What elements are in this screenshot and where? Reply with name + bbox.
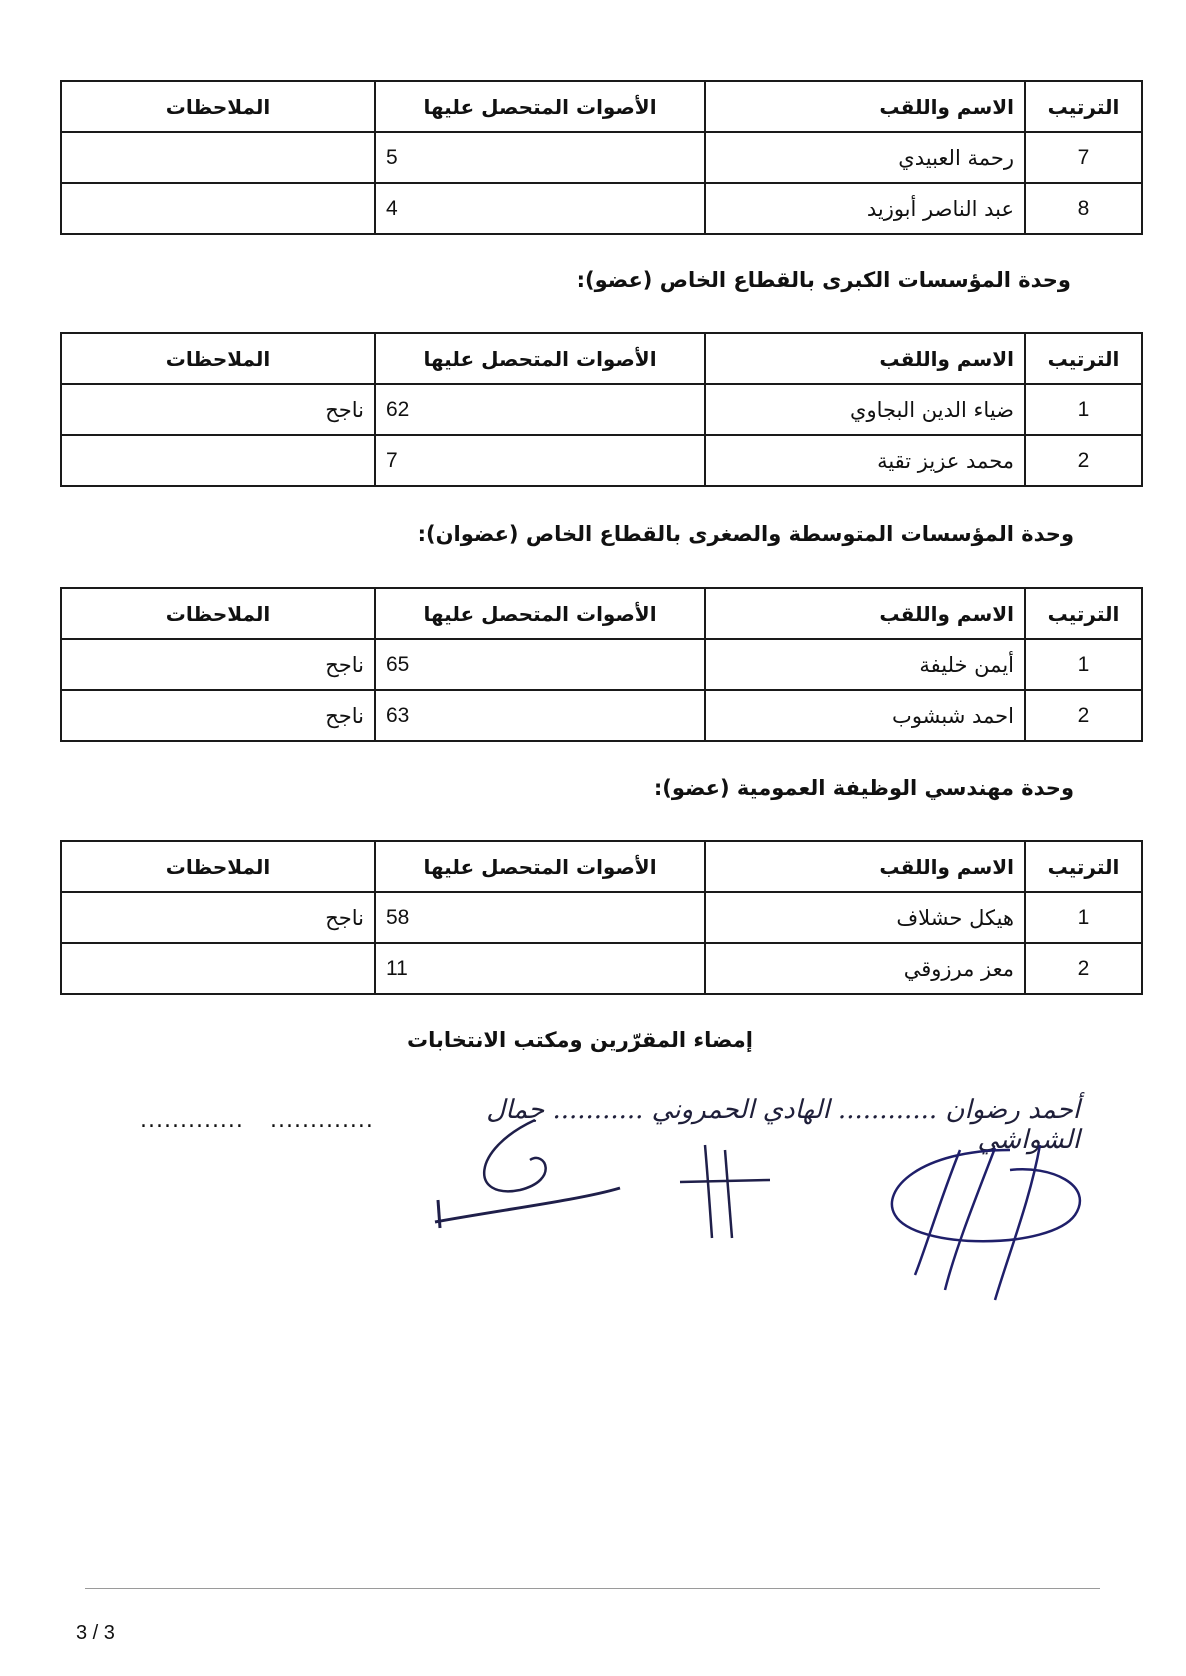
cell-votes: 62 [375,384,705,435]
header-name: الاسم واللقب [705,588,1025,639]
cell-notes: ناجح [61,639,375,690]
header-notes: الملاحظات [61,588,375,639]
section-title-large-enterprises: وحدة المؤسسات الكبرى بالقطاع الخاص (عضو): [576,268,1071,292]
cell-votes: 65 [375,639,705,690]
signature-stroke-2a [705,1145,712,1238]
cell-rank: 2 [1025,690,1142,741]
section-title-public-engineers: وحدة مهندسي الوظيفة العمومية (عضو): [653,776,1074,800]
header-votes: الأصوات المتحصل عليها [375,588,705,639]
header-rank: الترتيب [1025,333,1142,384]
header-notes: الملاحظات [61,81,375,132]
header-notes: الملاحظات [61,841,375,892]
cell-rank: 1 [1025,639,1142,690]
signature-dots-middle: ............. [270,1108,374,1133]
signatures-title: إمضاء المقرّرين ومكتب الانتخابات [407,1028,753,1052]
cell-votes: 11 [375,943,705,994]
cell-name: احمد شبشوب [705,690,1025,741]
header-notes: الملاحظات [61,333,375,384]
cell-rank: 8 [1025,183,1142,234]
cell-rank: 2 [1025,943,1142,994]
cell-name: أيمن خليفة [705,639,1025,690]
cell-notes: ناجح [61,384,375,435]
header-name: الاسم واللقب [705,841,1025,892]
cell-notes: ناجح [61,892,375,943]
header-rank: الترتيب [1025,841,1142,892]
header-rank: الترتيب [1025,588,1142,639]
cell-name: عبد الناصر أبوزيد [705,183,1025,234]
signature-stroke-2b [725,1150,732,1238]
section-title-medium-small-enterprises: وحدة المؤسسات المتوسطة والصغرى بالقطاع الخاص (عضوان): [417,522,1074,546]
header-votes: الأصوات المتحصل عليها [375,841,705,892]
cell-notes: ناجح [61,690,375,741]
cell-rank: 1 [1025,384,1142,435]
cell-votes: 7 [375,435,705,486]
cell-rank: 1 [1025,892,1142,943]
signature-stroke-2c [680,1180,770,1182]
signature-stroke-3 [892,1150,1080,1241]
header-votes: الأصوات المتحصل عليها [375,81,705,132]
signature-names-handwritten: أحمد رضوان ............ الهادي الحمروني ........... جمال الشواشي [486,1095,1080,1155]
cell-name: رحمة العبيدي [705,132,1025,183]
cell-name: محمد عزيز تقية [705,435,1025,486]
page-number: 3 / 3 [76,1622,115,1644]
cell-votes: 4 [375,183,705,234]
signature-stroke-1-tick [438,1200,440,1228]
footer-divider [85,1588,1100,1589]
header-name: الاسم واللقب [705,81,1025,132]
cell-name: ضياء الدين البجاوي [705,384,1025,435]
header-rank: الترتيب [1025,81,1142,132]
cell-votes: 63 [375,690,705,741]
cell-rank: 2 [1025,435,1142,486]
header-votes: الأصوات المتحصل عليها [375,333,705,384]
signature-stroke-1 [435,1188,620,1222]
header-name: الاسم واللقب [705,333,1025,384]
signature-stroke-1-loop [484,1120,545,1191]
cell-rank: 7 [1025,132,1142,183]
cell-votes: 5 [375,132,705,183]
cell-name: معز مرزوقي [705,943,1025,994]
cell-name: هيكل حشلاف [705,892,1025,943]
cell-votes: 58 [375,892,705,943]
signature-dots-left: ............. [140,1108,244,1133]
